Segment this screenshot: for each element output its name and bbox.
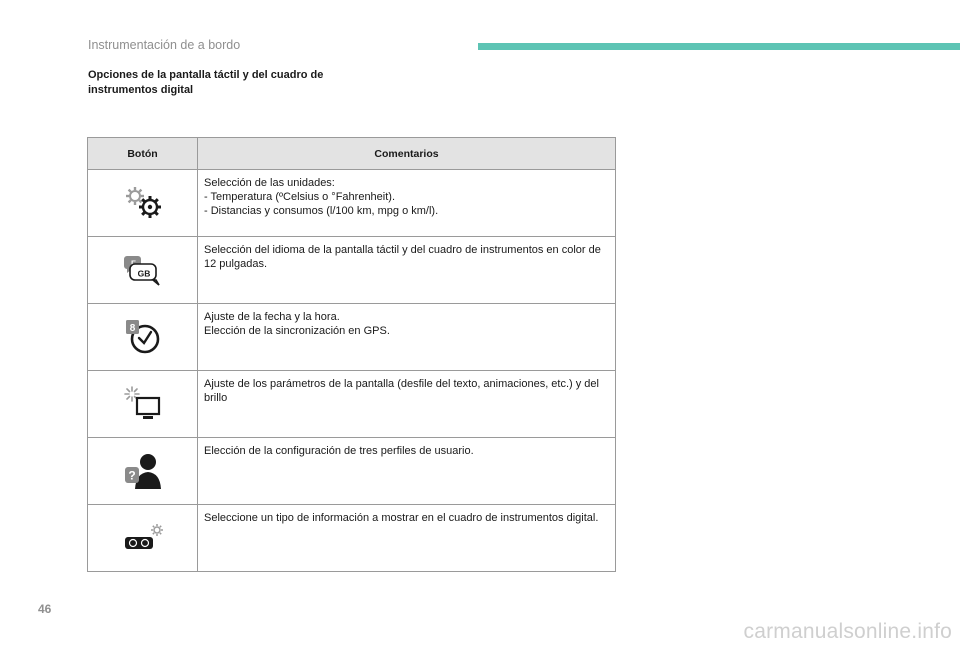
comment-line: Seleccione un tipo de información a mostrar en el cuadro de instrumentos digital. <box>204 512 599 524</box>
comment-cell <box>198 505 616 572</box>
comment-cell <box>198 237 616 304</box>
display-brightness-icon[interactable] <box>123 395 163 412</box>
table-row <box>88 438 616 505</box>
table-row <box>88 371 616 438</box>
comment-line: Selección de las unidades: <box>204 177 335 189</box>
gears-icon[interactable] <box>122 194 164 211</box>
comment-line: Ajuste de la fecha y la hora. <box>204 311 340 323</box>
button-cell <box>88 438 198 505</box>
comment-line: - Distancias y consumos (l/100 km, mpg o km/l). <box>204 205 439 217</box>
page-number: 46 <box>38 602 52 616</box>
comment-line: Elección de la sincronización en GPS. <box>204 325 390 337</box>
options-table <box>87 137 616 572</box>
comment-line: Ajuste de los parámetros de la pantalla (desfile del texto, animaciones, etc.) y del brillo <box>204 378 599 404</box>
comment-cell <box>198 438 616 505</box>
watermark: carmanualsonline.info <box>743 620 952 643</box>
clock-calendar-icon[interactable] <box>123 323 163 345</box>
table-row <box>88 505 616 572</box>
column-header-comments: Comentarios <box>198 138 616 170</box>
header-title: Instrumentación de a bordo <box>88 38 241 52</box>
comment-cell <box>198 371 616 438</box>
calendar-label: 8 <box>129 323 135 334</box>
comment-line: Selección del idioma de la pantalla táctil y del cuadro de instrumentos en color de 12 pulgadas. <box>204 244 601 270</box>
user-profile-icon[interactable] <box>123 462 163 483</box>
table-row <box>88 304 616 371</box>
language-bubbles-icon[interactable] <box>121 261 165 278</box>
button-cell <box>88 170 198 237</box>
table-row <box>88 170 616 237</box>
table-row <box>88 237 616 304</box>
column-header-button: Botón <box>88 138 198 170</box>
section-heading: Opciones de la pantalla táctil y del cuadro de instrumentos digital <box>88 69 324 96</box>
comment-line: - Temperatura (ºCelsius o °Fahrenheit). <box>204 191 396 203</box>
question-label: ? <box>127 468 136 483</box>
comment-cell <box>198 304 616 371</box>
language-label-gb: GB <box>137 268 150 279</box>
button-cell <box>88 304 198 371</box>
button-cell <box>88 505 198 572</box>
table-header-row <box>88 138 616 170</box>
button-cell <box>88 371 198 438</box>
button-cell <box>88 237 198 304</box>
comment-line: Elección de la configuración de tres perfiles de usuario. <box>204 445 474 457</box>
header-accent-bar <box>478 43 960 50</box>
instrument-cluster-settings-icon[interactable] <box>121 529 165 546</box>
comment-cell <box>198 170 616 237</box>
